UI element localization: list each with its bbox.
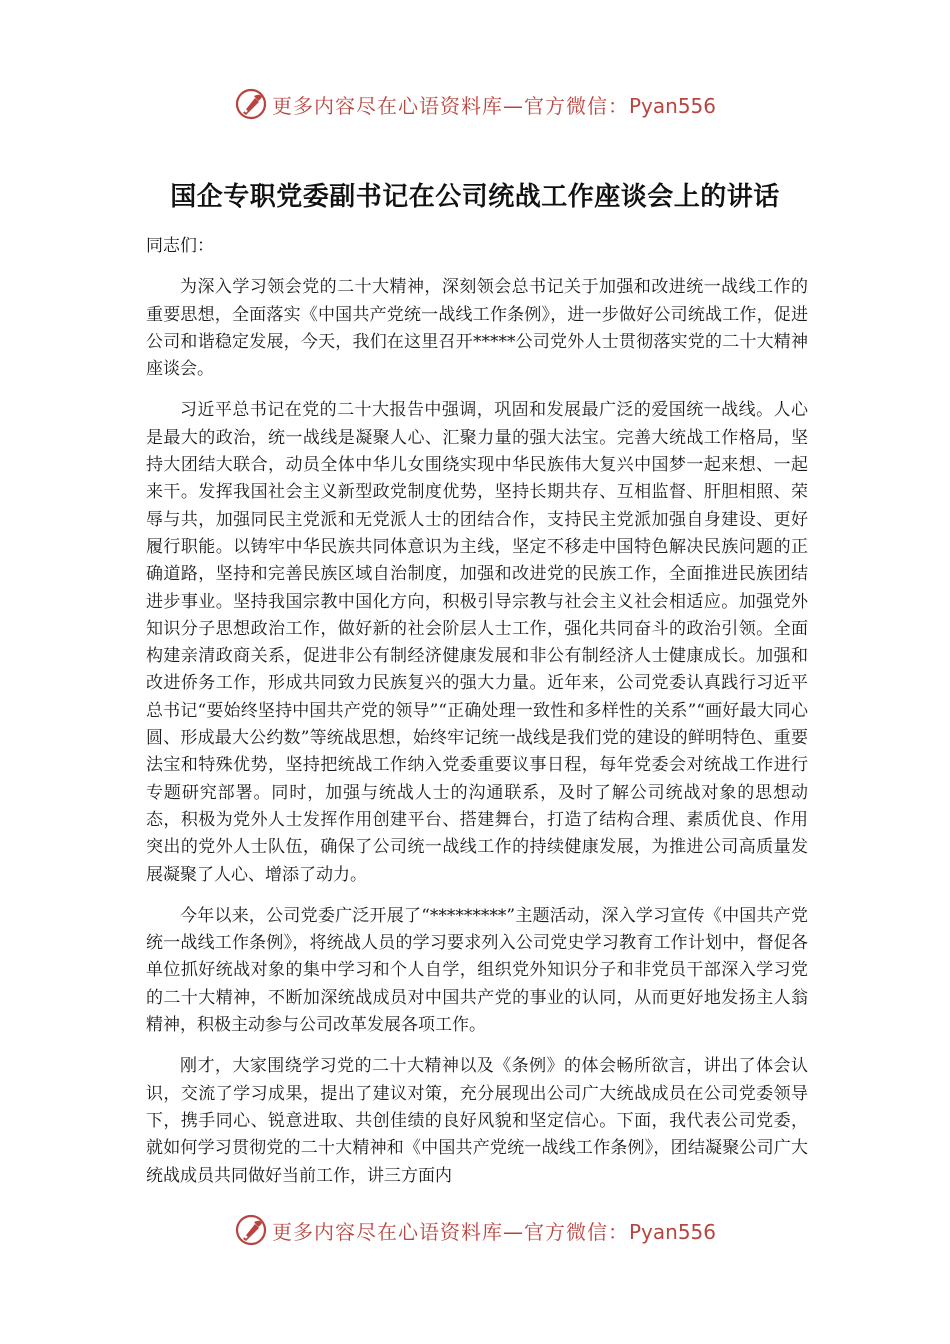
paragraph: 刚才，大家围绕学习党的二十大精神以及《条例》的体会畅所欲言，讲出了体会认识，交流了学习成果，提出了建议对策，充分展现出公司广大统战成员在公司党委领导下，携手同心、锐意进取、共创佳绩的良好风貌和坚定信心。下面，我代表公司党委，就如何学习贯彻党的二十大精神和《中国共产党统一战线工作条例》，团结凝聚公司广大统战成员共同做好当前工作，讲三方面内: [146, 1056, 808, 1186]
paragraph: 为深入学习领会党的二十大精神，深刻领会总书记关于加强和改进统一战线工作的重要思想，全面落实《中国共产党统一战线工作条例》，进一步做好公司统战工作，促进公司和谐稳定发展，今天，我们在这里召开*****公司党外人士贯彻落实党的二十大精神座谈会。: [146, 277, 808, 380]
banner-handle: Pyan556: [628, 1219, 716, 1244]
salutation: 同志们：: [146, 236, 214, 256]
banner-handle: Pyan556: [628, 93, 716, 118]
header-watermark-banner: [0, 84, 950, 124]
banner-text: 更多内容尽在心语资料库—官方微信：: [271, 93, 629, 118]
banner-text-group: [272, 90, 716, 119]
document-title: 国企专职党委副书记在公司统战工作座谈会上的讲话: [170, 182, 780, 212]
pen-nib-logo-icon: [234, 87, 268, 121]
banner-text: 更多内容尽在心语资料库—官方微信：: [271, 1219, 629, 1244]
paragraph: 今年以来，公司党委广泛开展了“*********”主题活动，深入学习宣传《中国共产党统一战线工作条例》，将统战人员的学习要求列入公司党史学习教育工作计划中，督促各单位抓好统战对象的集中学习和个人自学，组织党外知识分子和非党员干部深入学习党的二十大精神，不断加深统战成员对中国共产党的事业的认同，从而更好地发扬主人翁精神，积极主动参与公司改革发展各项工作。: [146, 905, 808, 1036]
pen-nib-logo-icon: [234, 1213, 268, 1247]
banner-text-group: [272, 1216, 716, 1245]
document-body: [146, 233, 808, 1204]
footer-watermark-banner: [0, 1210, 950, 1250]
paragraph: 习近平总书记在党的二十大报告中强调，巩固和发展最广泛的爱国统一战线。人心是最大的政治，统一战线是凝聚人心、汇聚力量的强大法宝。完善大统战工作格局，坚持大团结大联合，动员全体中华儿女围绕实现中华民族伟大复兴中国梦一起来想、一起来干。发挥我国社会主义新型政党制度优势，坚持长期共存、互相监督、肝胆相照、荣辱与共，加强同民主党派和无党派人士的团结合作，支持民主党派加强自身建设、更好履行职能。以铸牢中华民族共同体意识为主线，坚定不移走中国特色解决民族问题的正确道路，坚持和完善民族区域自治制度，加强和改进党的民族工作，全面推进民族团结进步事业。坚持我国宗教中国化方向，积极引导宗教与社会主义社会相适应。加强党外知识分子思想政治工作，做好新的社会阶层人士工作，强化共同奋斗的政治引领。全面构建亲清政商关系，促进非公有制经济健康发展和非公有制经济人士健康成长。加强和改进侨务工作，形成共同致力民族复兴的强大力量。近年来，公司党委认真践行习近平总书记“要始终坚持中国共产党的领导”“正确处理一致性和多样性的关系”“画好最大同心圆、形成最大公约数”等统战思想，始终牢记统一战线是我们党的建设的鲜明特色、重要法宝和特殊优势，坚持把统战工作纳入党委重要议事日程，每年党委会对统战工作进行专题研究部署。同时，加强与统战人士的沟通联系，及时了解公司统战对象的思想动态，积极为党外人士发挥作用创建平台、搭建舞台，打造了结构合理、素质优良、作用突出的党外人士队伍，确保了公司统一战线工作的持续健康发展，为推进公司高质量发展凝聚了人心、增添了动力。: [146, 400, 808, 885]
